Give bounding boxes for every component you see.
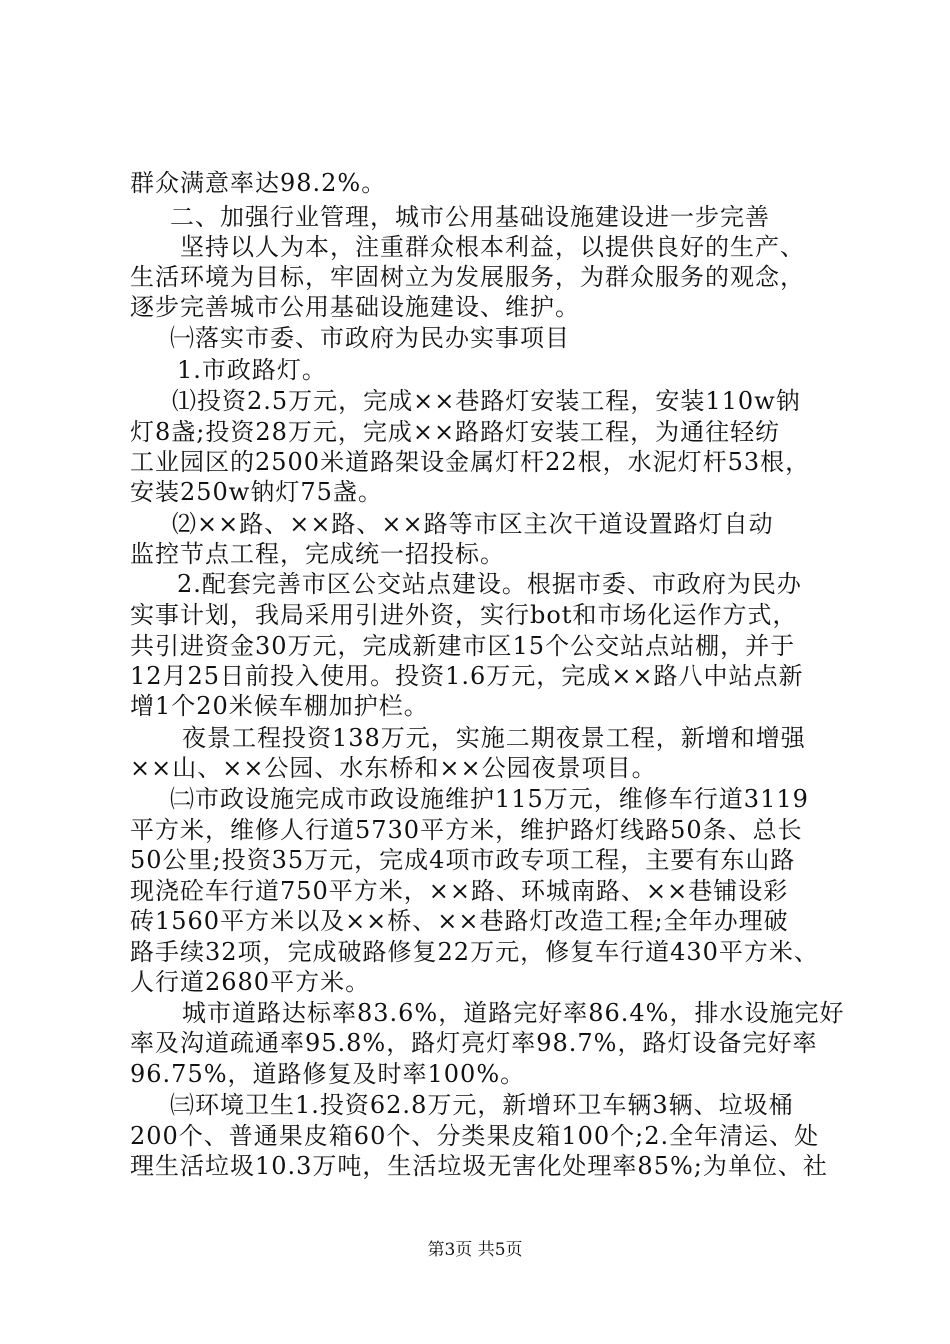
subsection-heading: ㈡市政设施完成市政设施维护115万元，维修车行道3119 (170, 785, 809, 813)
body-line: 工业园区的2500米道路架设金属灯杆22根，水泥灯杆53根， (130, 448, 811, 476)
body-line: 50公里;投资35万元，完成4项市政专项工程，主要有东山路 (130, 846, 796, 874)
body-line: 理生活垃圾10.3万吨，生活垃圾无害化处理率85%;为单位、社 (130, 1152, 828, 1180)
body-line: 逐步完善城市公用基础设施建设、维护。 (130, 293, 580, 321)
item-heading: 1.市政路灯。 (177, 356, 327, 384)
body-line: 现浇砼车行道750平方米，××路、环城南路、××巷铺设彩 (130, 877, 789, 905)
body-line: 率及沟道疏通率95.8%，路灯亮灯率98.7%，路灯设备完好率 (130, 1029, 818, 1057)
body-line: 共引进资金30万元，完成新建市区15个公交站点站棚，并于 (130, 632, 796, 660)
body-line: 砖1560平方米以及××桥、××巷路灯改造工程;全年办理破 (130, 907, 789, 935)
body-line: 人行道2680平方米。 (130, 968, 371, 996)
section-heading: 二、加强行业管理，城市公用基础设施建设进一步完善 (170, 203, 770, 231)
item-heading: 2.配套完善市区公交站点建设。根据市委、市政府为民办 (177, 570, 802, 598)
page-number-footer: 第3页 共5页 (427, 1240, 523, 1260)
body-line: 夜景工程投资138万元，实施二期夜景工程，新增和增强 (182, 724, 806, 752)
body-line: 安装250w钠灯75盏。 (130, 478, 383, 506)
body-line: 坚持以人为本，注重群众根本利益，以提供良好的生产、 (180, 233, 805, 261)
body-line: 200个、普通果皮箱60个、分类果皮箱100个;2.全年清运、处 (130, 1122, 820, 1150)
body-line: 实事计划，我局采用引进外资，实行bot和市场化运作方式， (130, 601, 798, 629)
body-line: 路手续32项，完成破路修复22万元，修复车行道430平方米、 (130, 938, 819, 966)
body-line: 12月25日前投入使用。投资1.6万元，完成××路八中站点新 (130, 662, 804, 690)
body-line: 监控节点工程，完成统一招投标。 (130, 540, 505, 568)
body-line: 城市道路达标率83.6%，道路完好率86.4%，排水设施完好 (182, 999, 845, 1027)
subsection-heading: ㈠落实市委、市政府为民办实事项目 (170, 324, 570, 352)
body-line: ⑴投资2.5万元，完成××巷路灯安装工程，安装110w钠 (172, 387, 801, 415)
subsection-heading: ㈢环境卫生1.投资62.8万元，新增环卫车辆3辆、垃圾桶 (170, 1091, 794, 1119)
body-line: 平方米，维修人行道5730平方米，维护路灯线路50条、总长 (130, 816, 803, 844)
body-line: 96.75%，道路修复及时率100%。 (130, 1060, 526, 1088)
body-line: ××山、××公园、水东桥和××公园夜景项目。 (130, 754, 657, 782)
body-line: 灯8盏;投资28万元，完成××路路灯安装工程，为通往轻纺 (130, 418, 781, 446)
body-line: 生活环境为目标，牢固树立为发展服务，为群众服务的观念， (130, 263, 805, 291)
body-line: ⑵××路、××路、××路等市区主次干道设置路灯自动 (172, 510, 774, 538)
body-line: 增1个20米候车棚加护栏。 (130, 692, 429, 720)
body-line: 群众满意率达98.2%。 (130, 169, 387, 197)
